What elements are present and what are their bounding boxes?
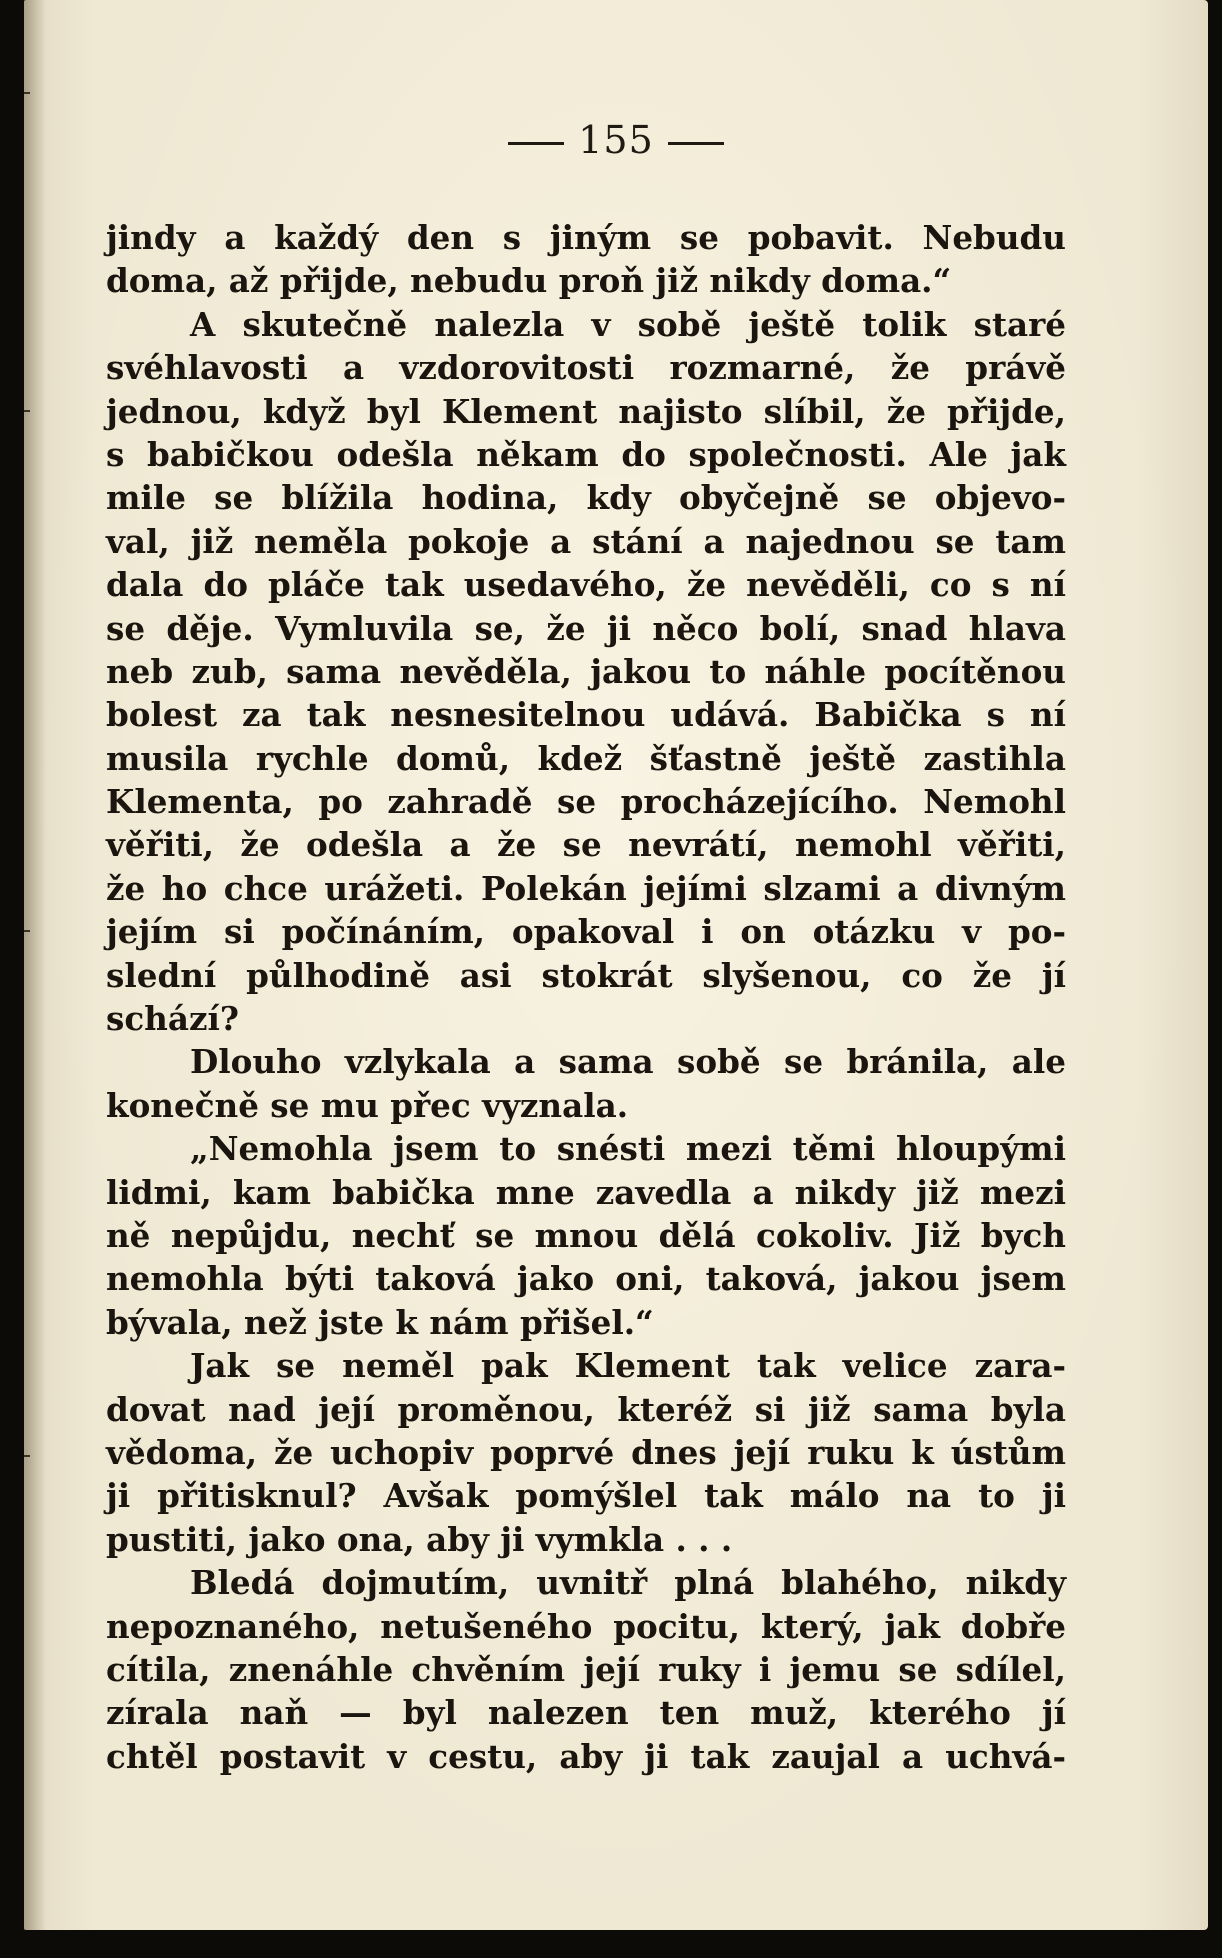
spine-mark [24,92,30,94]
text-line: nepoznaného, netušeného pocitu, který, jak dobře [106,1606,1066,1646]
spine-mark [24,930,30,932]
text-line: lidmi, kam babička mne zavedla a nikdy již mezi [106,1172,1066,1212]
text-line: schází? [106,999,239,1039]
text-line: val, již neměla pokoje a stání a najednou se tam [106,521,1066,561]
text-line: Dlouho vzlykala a sama sobě se bránila, ale [190,1042,1066,1082]
page-number: 155 [578,118,654,162]
text-line: jednou, když byl Klement najisto slíbil, že přijde, [106,391,1066,431]
header-dash-right [668,142,724,145]
text-line: vědoma, že uchopiv poprvé dnes její ruku k ústům [106,1432,1066,1472]
spine-mark [24,410,30,412]
text-line: ně nepůjdu, nechť se mnou dělá cokoliv. Již bych [106,1215,1066,1255]
header-dash-left [508,142,564,145]
text-line: dala do pláče tak usedavého, že nevěděli, co s ní [106,565,1066,605]
text-line: zírala naň — byl nalezen ten muž, kterého jí [106,1693,1066,1733]
spine-mark [24,1455,30,1457]
text-line: Bledá dojmutím, uvnitř plná blahého, nikdy [190,1563,1066,1603]
text-line: slední půlhodině asi stokrát slyšenou, co že jí [106,955,1066,995]
text-line: Klementa, po zahradě se procházejícího. Nemohl [106,782,1066,822]
text-line: jindy a každý den s jiným se pobavit. Nebudu [106,218,1066,257]
text-line: že ho chce urážeti. Polekán jejími slzami a divným [106,868,1066,908]
text-line: pustiti, jako ona, aby ji vymkla . . . [106,1519,733,1559]
text-line: musila rychle domů, kdež šťastně ještě zastihla [106,738,1066,778]
text-line: ji přitisknul? Avšak pomýšlel tak málo na to ji [106,1476,1066,1516]
text-line: „Nemohla jsem to snésti mezi těmi hloupými [190,1129,1066,1169]
text-line: chtěl postavit v cestu, aby ji tak zaujal a uchvá- [106,1736,1066,1776]
text-line: jejím si počínáním, opakoval i on otázku v po- [106,912,1066,952]
text-line: konečně se mu přec vyznala. [106,1085,629,1125]
paper-page [24,0,1208,1930]
body-text [106,216,1066,1778]
text-line: Jak se neměl pak Klement tak velice zara- [190,1346,1066,1386]
text-line: bývala, než jste k nám přišel.“ [106,1302,654,1342]
text-line: bolest za tak nesnesitelnou udává. Babička s ní [106,695,1066,735]
text-line: se děje. Vymluvila se, že ji něco bolí, snad hlava [106,608,1066,648]
binding-shadow [24,0,46,1930]
text-line: mile se blížila hodina, kdy obyčejně se objevo- [106,478,1066,518]
text-line: doma, až přijde, nebudu proň již nikdy doma.“ [106,261,952,301]
text-line: dovat nad její proměnou, kteréž si již sama byla [106,1389,1066,1429]
text-line: nemohla býti taková jako oni, taková, jakou jsem [106,1259,1066,1299]
text-line: neb zub, sama nevěděla, jakou to náhle pocítěnou [106,651,1066,691]
text-line: svéhlavosti a vzdorovitosti rozmarné, že právě [106,348,1066,388]
text-line: s babičkou odešla někam do společnosti. Ale jak [106,434,1066,474]
text-line: cítila, znenáhle chvěním její ruky i jemu se sdílel, [106,1649,1066,1689]
text-line: A skutečně nalezla v sobě ještě tolik staré [190,304,1066,344]
page-number-header [24,118,1208,162]
text-line: věřiti, že odešla a že se nevrátí, nemohl věřiti, [106,825,1066,865]
